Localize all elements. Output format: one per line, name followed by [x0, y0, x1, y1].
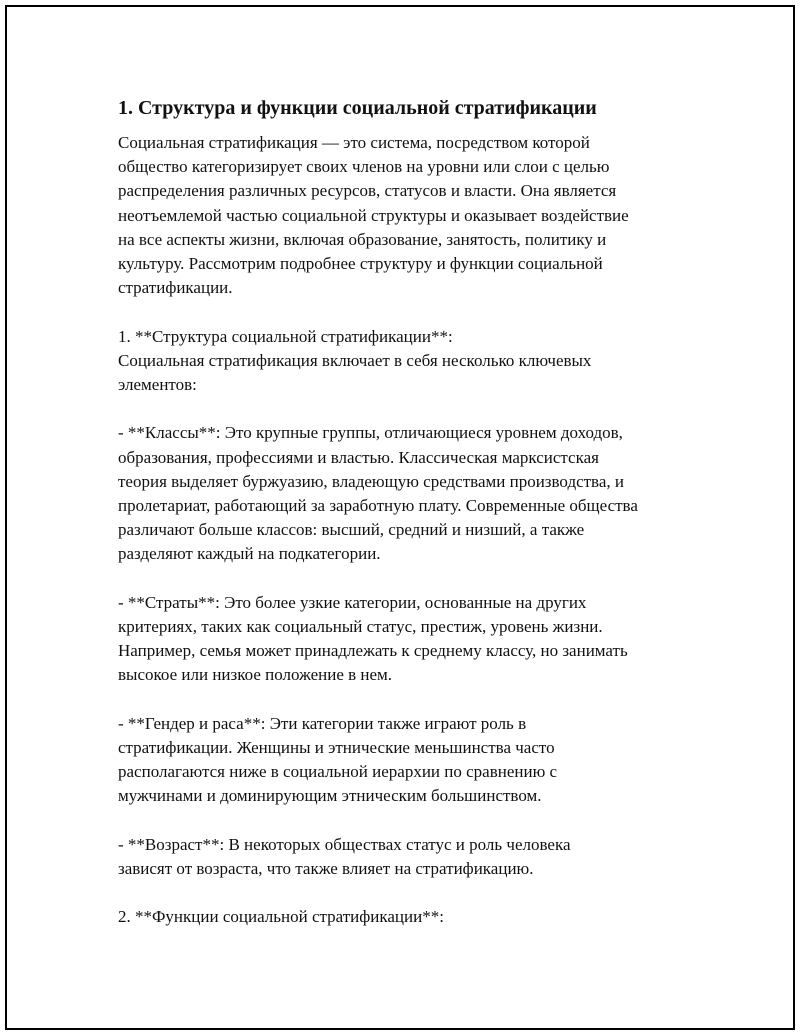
- spacer: [118, 881, 698, 905]
- structure-lead: Социальная стратификация включает в себя несколько ключевых элементов:: [118, 350, 592, 395]
- list-item-strata: - **Страты**: Это более узкие категории, основанные на других критериях, таких как социальный статус, престиж, уровень жизни. Например, семья может принадлежать к среднему классу, но занимать высокое или низкое положение в нем.: [118, 592, 628, 685]
- structure-title: 1. **Структура социальной стратификации**:: [118, 326, 453, 346]
- section-heading: 1. Структура и функции социальной стратификации: [118, 97, 597, 119]
- list-item-classes: - **Классы**: Это крупные группы, отличающиеся уровнем доходов, образования, профессиями и властью. Классическая марксистская теория выделяет буржуазию, владеющую средствами производства, и пролетариат, работающий за заработную плату. Современные общества различают больше классов: высший, средний и низший, а также разделяют каждый на подкатегории.: [118, 423, 638, 564]
- spacer: [118, 809, 698, 833]
- document-body: [118, 95, 698, 930]
- spacer: [118, 397, 698, 421]
- intro-paragraph: Социальная стратификация — это система, посредством которой общество категоризирует своих членов на уровни или слои с целью распределения различных ресурсов, статусов и власти. Она является неотъемлемой частью социальной структуры и оказывает воздействие на все аспекты жизни, включая образование, занятость, политику и культуру. Рассмотрим подробнее структуру и функции социальной стратификации.: [118, 133, 629, 298]
- spacer: [118, 300, 698, 324]
- list-item-age: - **Возраст**: В некоторых обществах статус и роль человека зависят от возраста, что также влияет на стратификацию.: [118, 834, 571, 879]
- spacer: [118, 567, 698, 591]
- list-item-gender-race: - **Гендер и раса**: Эти категории также играют роль в стратификации. Женщины и этнические меньшинства часто располагаются ниже в социальной иерархии по сравнению с мужчинами и доминирующим этническим большинством.: [118, 713, 558, 806]
- functions-title: 2. **Функции социальной стратификации**:: [118, 907, 444, 927]
- spacer: [118, 688, 698, 712]
